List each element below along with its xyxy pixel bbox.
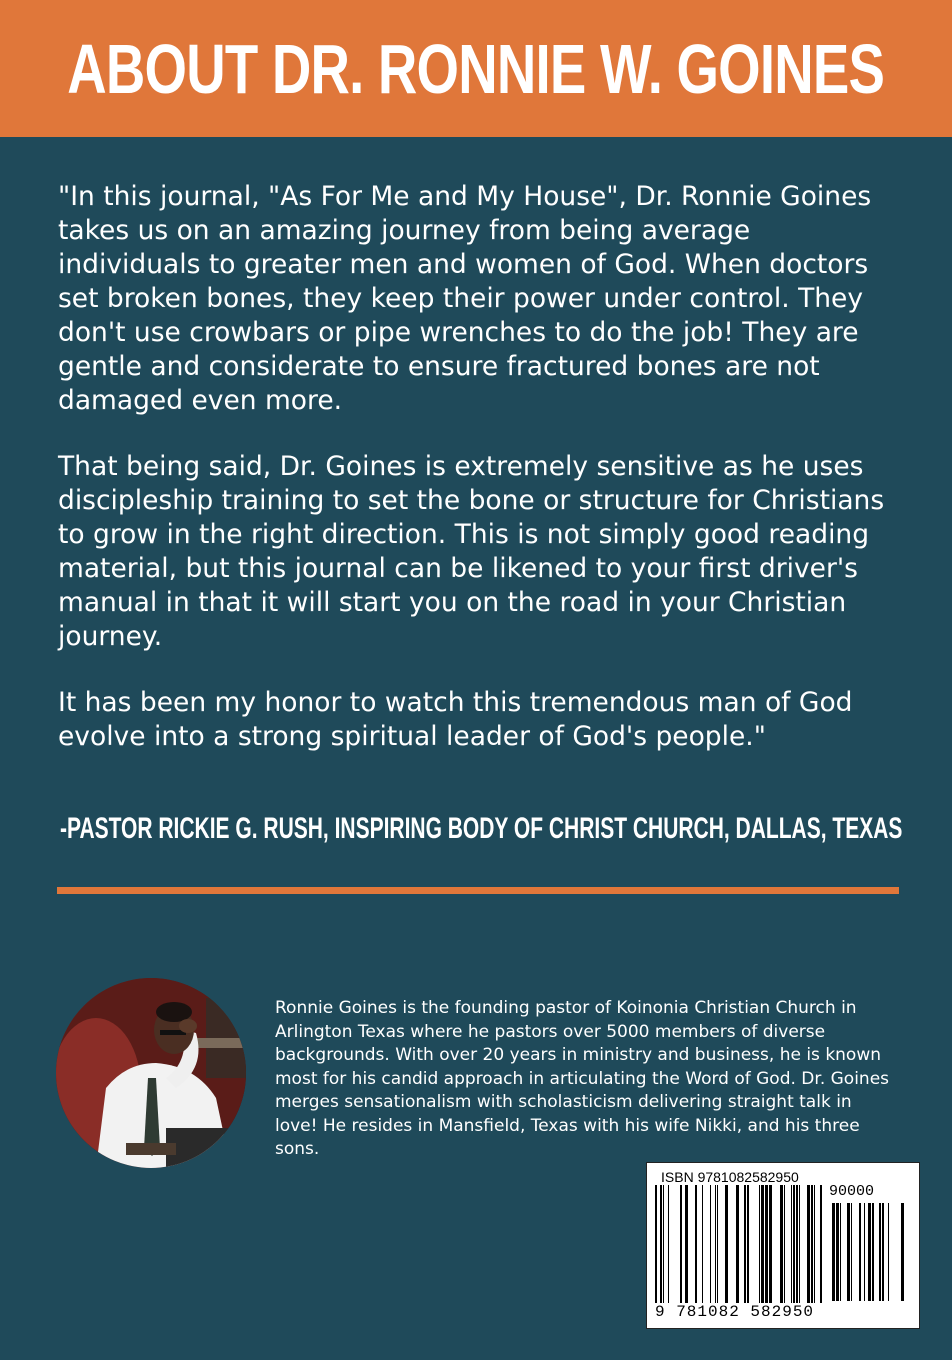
section-divider xyxy=(57,887,899,894)
isbn-label: ISBN 9781082582950 xyxy=(661,1169,799,1185)
quote-attribution: -PASTOR RICKIE G. RUSH, INSPIRING BODY OF CHRIST CHURCH, DALLAS, TEXAS xyxy=(60,812,903,845)
author-photo xyxy=(56,978,246,1168)
quote-paragraph: That being said, Dr. Goines is extremely sensitive as he uses discipleship training to set the bone or structure for Christians to grow in the right direction. This is not simply good reading material, but this journal can be likened to your first driver's manual in that it will start you on the road in your Christian journey. xyxy=(58,451,885,652)
barcode-bars-icon xyxy=(655,1185,830,1305)
title-banner xyxy=(0,0,952,137)
quote-paragraph: It has been my honor to watch this tremendous man of God evolve into a strong spiritual leader of God's people." xyxy=(58,687,853,752)
quote-paragraph: "In this journal, "As For Me and My House", Dr. Ronnie Goines takes us on an amazing journey from being average individuals to greater men and women of God. When doctors set broken bones, they keep their power under control. They don't use crowbars or pipe wrenches to do the job! They are gentle and considerate to ensure fractured bones are not damaged even more. xyxy=(58,181,872,416)
author-bio: Ronnie Goines is the founding pastor of Koinonia Christian Church in Arlington Texas where he pastors over 5000 members of diverse backgrounds. With over 20 years in ministry and business, he is known most for his candid approach in articulating the Word of God. Dr. Goines merges sensationalism with scholasticism delivering straight talk in love! He resides in Mansfield, Texas with his wife Nikki, and his three sons. xyxy=(275,998,890,1159)
isbn-barcode xyxy=(646,1162,920,1329)
page-title: ABOUT DR. RONNIE W. GOINES xyxy=(67,29,885,108)
price-code: 90000 xyxy=(829,1183,875,1200)
author-portrait-icon xyxy=(56,978,246,1168)
price-barcode-bars-icon xyxy=(832,1203,904,1301)
testimonial-quote xyxy=(58,180,898,786)
isbn-digits: 9 781082 582950 xyxy=(655,1303,815,1321)
